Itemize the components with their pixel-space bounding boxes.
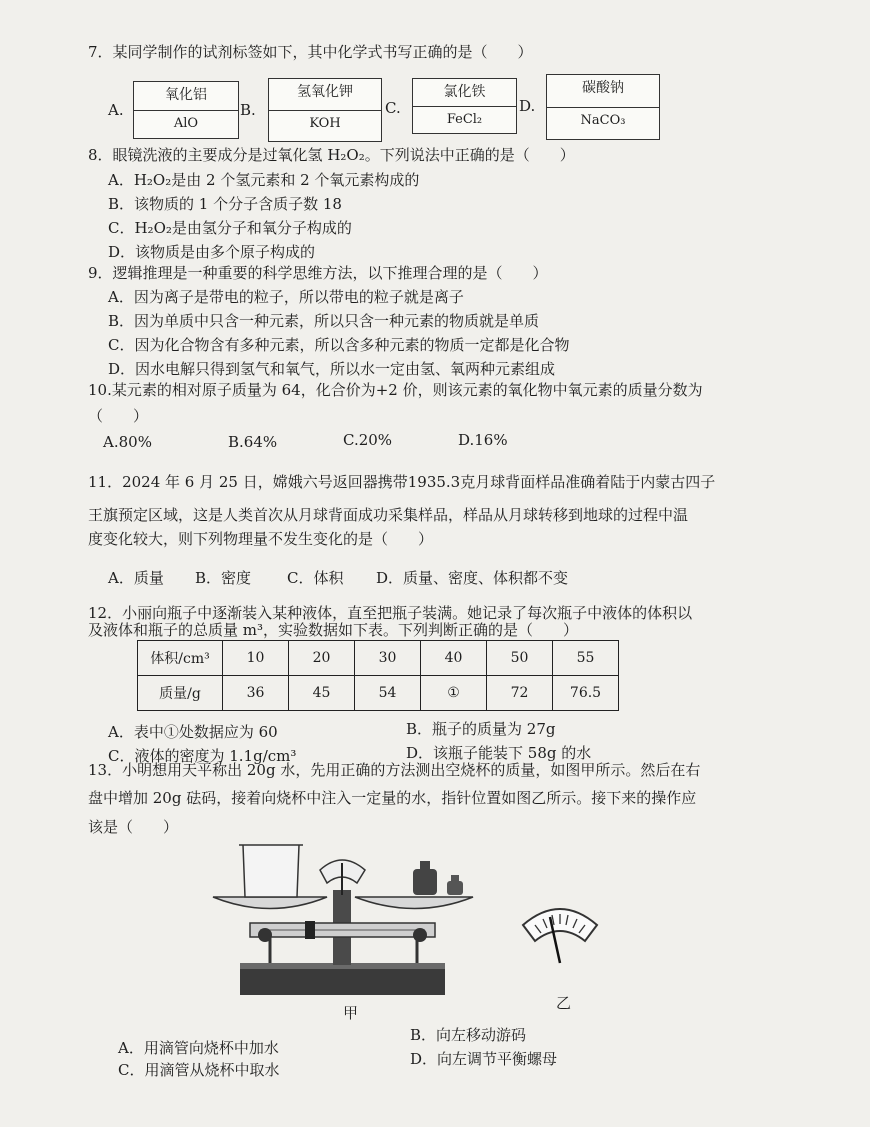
q13-line-3: 该是（ ）	[88, 818, 179, 836]
q8-option-c: C．H₂O₂是由氢分子和氧分子构成的	[108, 219, 352, 237]
dial-arc	[523, 909, 597, 941]
q11-line-3: 度变化较大，则下列物理量不发生变化的是（ ）	[88, 530, 434, 548]
q13-line-2: 盘中增加 20g 砝码，接着向烧杯中注入一定量的水，指针位置如图乙所示。接下来的操作应	[88, 789, 697, 807]
table-cell: 10	[223, 641, 289, 676]
q13-option-c: C．用滴管从烧杯中取水	[118, 1061, 280, 1079]
q9-option-b: B．因为单质中只含一种元素，所以只含一种元素的物质就是单质	[108, 312, 540, 330]
q7-label-a-formula: AlO	[173, 116, 199, 131]
q7-label-c-name: 氯化铁	[413, 79, 516, 107]
table-cell: 54	[355, 676, 421, 711]
q7-option-a-letter: A.	[108, 101, 124, 119]
table-row	[138, 676, 619, 711]
q8-option-b: B．该物质的 1 个分子含质子数 18	[108, 195, 342, 213]
table-cell: 20	[289, 641, 355, 676]
weight-small	[447, 881, 463, 895]
q9-option-c: C．因为化合物含有多种元素，所以含多种元素的物质一定都是化合物	[108, 336, 570, 354]
table-cell: 72	[487, 676, 553, 711]
q7-stem: 7．某同学制作的试剂标签如下，其中化学式书写正确的是（ ）	[88, 43, 533, 61]
table-cell: 50	[487, 641, 553, 676]
q12-data-table	[137, 640, 619, 711]
table-header-cell: 质量/g	[138, 676, 223, 711]
q12-line-1: 12．小丽向瓶子中逐渐装入某种液体，直至把瓶子装满。她记录了每次瓶子中液体的体积以	[88, 604, 693, 622]
table-cell: 55	[553, 641, 619, 676]
q7-label-d-name: 碳酸钠	[547, 75, 659, 108]
q11-line-2: 王旗预定区域，这是人类首次从月球背面成功采集样品，样品从月球转移到地球的过程中温	[88, 506, 689, 524]
q13-line-1: 13．小明想用天平称出 20g 水，先用正确的方法测出空烧杯的质量，如图甲所示。然后在右	[88, 761, 701, 779]
balance-right-pan	[355, 897, 473, 909]
table-cell: 30	[355, 641, 421, 676]
q12-option-d: D．该瓶子能装下 58g 的水	[406, 744, 592, 762]
q7-option-c-letter: C.	[385, 99, 401, 117]
q11-option-a: A．质量	[108, 569, 164, 587]
q8-stem: 8．眼镜洗液的主要成分是过氧化氢 H₂O₂。下列说法中正确的是（ ）	[88, 146, 575, 164]
q10-option-b: B.64%	[228, 433, 278, 451]
balance-left-pan	[213, 897, 327, 909]
balance-scale-figure	[205, 835, 475, 1005]
weight-large	[413, 869, 437, 895]
q7-label-a-name: 氧化铝	[134, 82, 238, 111]
q10-option-d: D.16%	[458, 431, 508, 449]
q9-option-a: A．因为离子是带电的粒子，所以带电的粒子就是离子	[108, 288, 464, 306]
q9-stem: 9．逻辑推理是一种重要的科学思维方法，以下推理合理的是（ ）	[88, 264, 548, 282]
table-header-cell: 体积/cm³	[138, 641, 223, 676]
table-cell: 76.5	[553, 676, 619, 711]
q7-label-d	[546, 74, 660, 140]
q11-option-d: D．质量、密度、体积都不变	[376, 569, 569, 587]
q12-option-b: B．瓶子的质量为 27g	[406, 720, 556, 738]
q7-label-b-formula: KOH	[309, 116, 341, 131]
q10-paren: （ ）	[88, 407, 149, 425]
q7-label-d-formula: NaCO₃	[580, 113, 626, 128]
q12-line-2: 及液体和瓶子的总质量 m³，实验数据如下表。下列判断正确的是（ ）	[88, 621, 579, 639]
table-cell: 45	[289, 676, 355, 711]
q9-option-d: D．因水电解只得到氢气和氧气，所以水一定由氢、氧两种元素组成	[108, 360, 556, 378]
q13-option-b: B．向左移动游码	[410, 1026, 527, 1044]
q7-label-b	[268, 78, 382, 142]
q12-option-c: C．液体的密度为 1.1g/cm³	[108, 747, 297, 765]
q11-option-b: B．密度	[195, 569, 252, 587]
q7-label-c	[412, 78, 517, 134]
q7-label-a	[133, 81, 239, 139]
q13-option-d: D．向左调节平衡螺母	[410, 1050, 558, 1068]
q7-label-c-formula: FeCl₂	[446, 112, 483, 127]
beaker	[243, 845, 299, 897]
q13-option-a: A．用滴管向烧杯中加水	[118, 1039, 279, 1057]
q11-option-c: C．体积	[287, 569, 344, 587]
q7-option-d-letter: D.	[519, 97, 536, 115]
q7-option-b-letter: B.	[240, 101, 256, 119]
table-row	[138, 641, 619, 676]
table-cell: ①	[421, 676, 487, 711]
table-cell: 36	[223, 676, 289, 711]
q8-option-d: D．该物质是由多个原子构成的	[108, 243, 316, 261]
q10-stem: 10.某元素的相对原子质量为 64，化合价为+2 价，则该元素的氧化物中氧元素的质量分数为	[88, 381, 703, 399]
q10-option-c: C.20%	[343, 431, 393, 449]
balance-rider	[305, 921, 315, 939]
balance-nut-right	[413, 928, 427, 942]
figure-label-right: 乙	[556, 994, 572, 1012]
q7-label-b-name: 氢氧化钾	[269, 79, 381, 111]
q12-option-a: A．表中①处数据应为 60	[108, 723, 278, 741]
q8-option-a: A．H₂O₂是由 2 个氢元素和 2 个氧元素构成的	[108, 171, 420, 189]
pointer-dial-figure	[515, 895, 605, 970]
q10-option-a: A.80%	[103, 433, 152, 451]
table-cell: 40	[421, 641, 487, 676]
q11-line-1: 11．2024 年 6 月 25 日，嫦娥六号返回器携带1935.3克月球背面样品准确着陆于内蒙古四子	[88, 473, 716, 491]
figure-label-left: 甲	[343, 1004, 359, 1022]
